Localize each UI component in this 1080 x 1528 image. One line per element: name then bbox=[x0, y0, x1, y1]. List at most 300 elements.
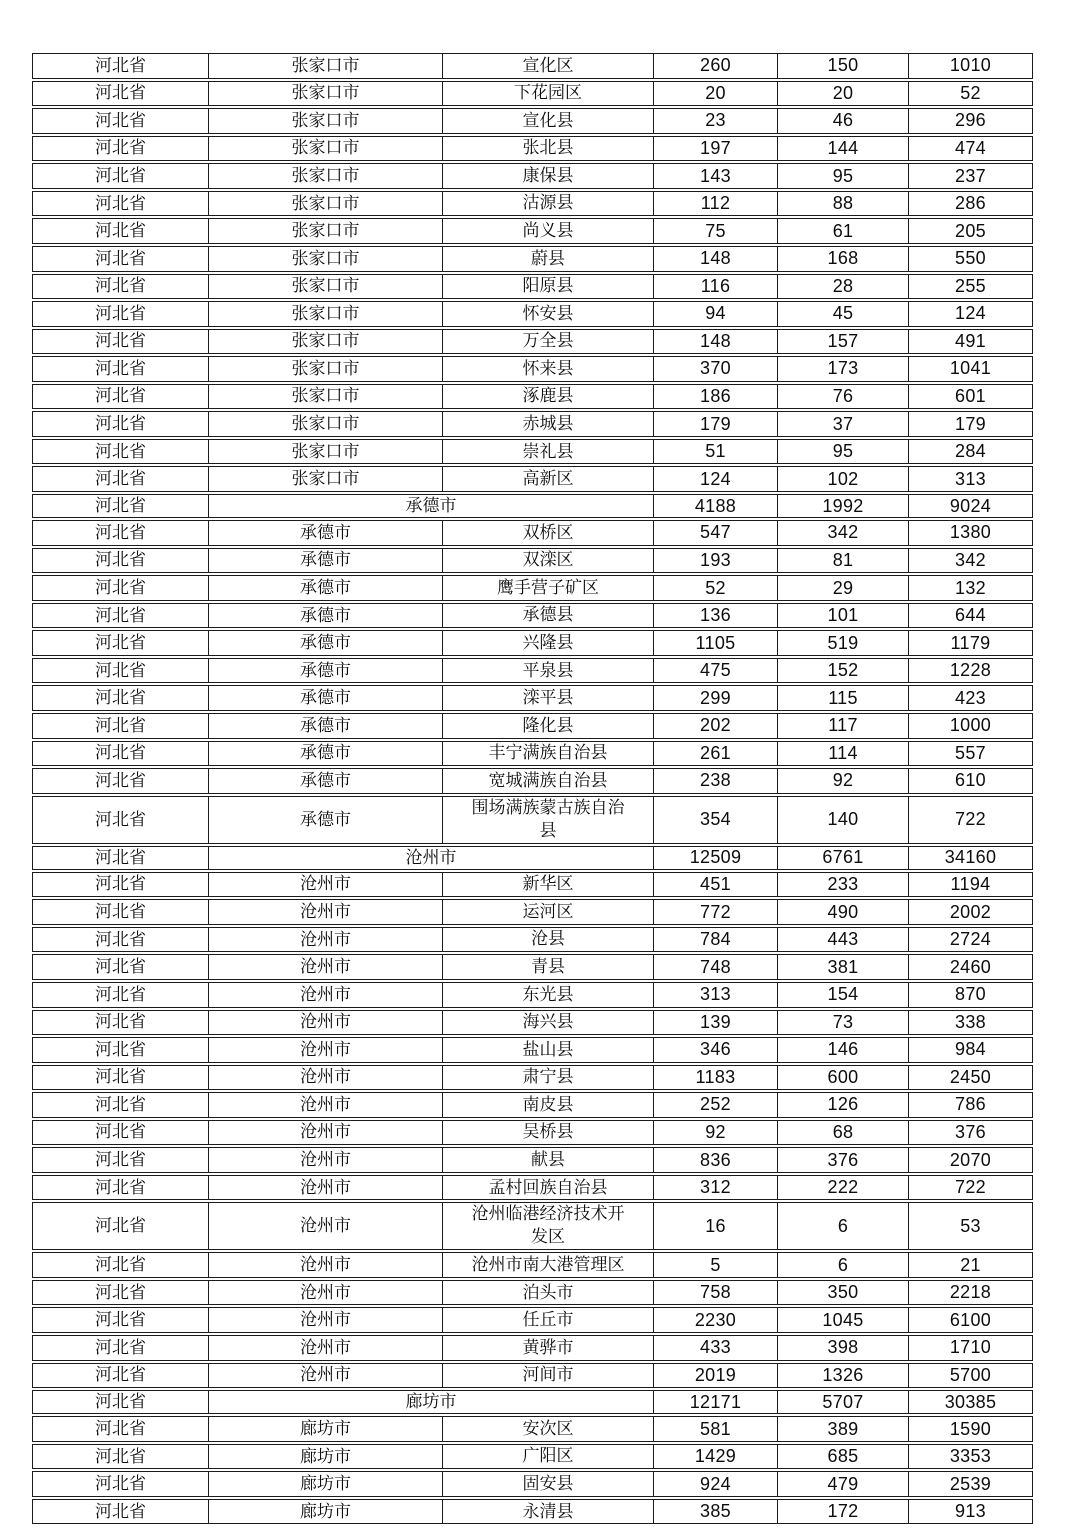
cell-city: 张家口市 bbox=[209, 218, 443, 244]
cell-city: 沧州市 bbox=[209, 954, 443, 980]
district-label: 沧州市南大港管理区 bbox=[471, 1254, 625, 1274]
cell-city-merged: 廊坊市 bbox=[209, 1390, 654, 1414]
table-row bbox=[32, 796, 1033, 844]
cell-district bbox=[443, 1280, 654, 1306]
district-label: 沽源县 bbox=[522, 193, 574, 213]
district-label: 青县 bbox=[531, 957, 565, 976]
cell-value-1: 197 bbox=[654, 136, 778, 162]
cell-city: 承德市 bbox=[209, 603, 443, 629]
cell-province: 河北省 bbox=[32, 1416, 209, 1442]
cell-province: 河北省 bbox=[32, 768, 209, 794]
cell-district bbox=[443, 1037, 654, 1063]
cell-value-1: 202 bbox=[654, 713, 778, 739]
table-row bbox=[32, 1202, 1033, 1250]
cell-value-2: 95 bbox=[778, 439, 909, 465]
cell-value-1: 924 bbox=[654, 1471, 778, 1497]
district-label: 固安县 bbox=[522, 1473, 574, 1493]
cell-province: 河北省 bbox=[32, 246, 209, 272]
cell-value-2: 1045 bbox=[778, 1307, 909, 1333]
cell-city: 沧州市 bbox=[209, 1335, 443, 1361]
district-label: 平泉县 bbox=[522, 660, 574, 680]
district-label: 沧州临港经济技术开发区 bbox=[471, 1204, 625, 1247]
cell-value-1: 451 bbox=[654, 872, 778, 898]
cell-value-2: 376 bbox=[778, 1147, 909, 1173]
cell-province: 河北省 bbox=[32, 982, 209, 1008]
table-row bbox=[32, 1252, 1033, 1278]
cell-district bbox=[443, 1335, 654, 1361]
table-row bbox=[32, 1471, 1033, 1497]
cell-province: 河北省 bbox=[32, 218, 209, 244]
cell-province: 河北省 bbox=[32, 301, 209, 327]
cell-value-1: 143 bbox=[654, 163, 778, 189]
cell-province: 河北省 bbox=[32, 384, 209, 410]
city-summary-row bbox=[32, 1390, 1033, 1414]
district-label: 赤城县 bbox=[522, 413, 574, 433]
district-label: 张北县 bbox=[522, 138, 574, 158]
table-row bbox=[32, 439, 1033, 465]
cell-city: 沧州市 bbox=[209, 1363, 443, 1389]
cell-province: 河北省 bbox=[32, 927, 209, 953]
cell-value-2: 101 bbox=[778, 603, 909, 629]
cell-value-3: 132 bbox=[909, 575, 1033, 601]
table-row bbox=[32, 630, 1033, 656]
cell-value-2: 76 bbox=[778, 384, 909, 410]
cell-value-2: 168 bbox=[778, 246, 909, 272]
cell-value-3: 913 bbox=[909, 1499, 1033, 1525]
statistics-table bbox=[32, 51, 1033, 1526]
table-row bbox=[32, 1307, 1033, 1333]
cell-province: 河北省 bbox=[32, 466, 209, 492]
cell-district bbox=[443, 191, 654, 217]
cell-province: 河北省 bbox=[32, 1252, 209, 1278]
cell-value-1: 346 bbox=[654, 1037, 778, 1063]
cell-value-2: 45 bbox=[778, 301, 909, 327]
cell-value-2: 46 bbox=[778, 108, 909, 134]
cell-district bbox=[443, 1065, 654, 1091]
cell-value-1: 299 bbox=[654, 685, 778, 711]
cell-value-1: 758 bbox=[654, 1280, 778, 1306]
cell-value-1: 116 bbox=[654, 274, 778, 300]
district-label: 永清县 bbox=[522, 1501, 574, 1521]
cell-province: 河北省 bbox=[32, 872, 209, 898]
cell-value-2: 6 bbox=[778, 1252, 909, 1278]
table-row bbox=[32, 411, 1033, 437]
cell-district bbox=[443, 796, 654, 844]
cell-province: 河北省 bbox=[32, 1120, 209, 1146]
cell-province: 河北省 bbox=[32, 439, 209, 465]
district-label: 兴隆县 bbox=[522, 632, 574, 652]
cell-value-2: 443 bbox=[778, 927, 909, 953]
district-label: 安次区 bbox=[522, 1418, 574, 1438]
table-row bbox=[32, 329, 1033, 355]
cell-value-2: 140 bbox=[778, 796, 909, 844]
cell-district bbox=[443, 329, 654, 355]
cell-district bbox=[443, 954, 654, 980]
cell-city: 张家口市 bbox=[209, 136, 443, 162]
document-page bbox=[32, 53, 1033, 1524]
district-label: 怀安县 bbox=[522, 303, 574, 323]
cell-district bbox=[443, 872, 654, 898]
cell-district bbox=[443, 1471, 654, 1497]
district-label: 河间市 bbox=[522, 1365, 574, 1385]
cell-value-2: 6761 bbox=[778, 846, 909, 870]
cell-province: 河北省 bbox=[32, 411, 209, 437]
cell-province: 河北省 bbox=[32, 520, 209, 546]
district-label: 崇礼县 bbox=[522, 441, 574, 461]
cell-district bbox=[443, 630, 654, 656]
cell-value-2: 61 bbox=[778, 218, 909, 244]
cell-value-3: 342 bbox=[909, 548, 1033, 574]
district-label: 宣化区 bbox=[522, 55, 574, 75]
cell-province: 河北省 bbox=[32, 81, 209, 107]
cell-district bbox=[443, 1147, 654, 1173]
cell-city: 张家口市 bbox=[209, 53, 443, 79]
cell-value-1: 313 bbox=[654, 982, 778, 1008]
cell-value-3: 2460 bbox=[909, 954, 1033, 980]
cell-city: 张家口市 bbox=[209, 274, 443, 300]
cell-value-1: 475 bbox=[654, 658, 778, 684]
cell-province: 河北省 bbox=[32, 53, 209, 79]
cell-city: 沧州市 bbox=[209, 1147, 443, 1173]
cell-province: 河北省 bbox=[32, 713, 209, 739]
cell-city: 承德市 bbox=[209, 685, 443, 711]
cell-value-1: 2019 bbox=[654, 1363, 778, 1389]
cell-city: 张家口市 bbox=[209, 466, 443, 492]
cell-value-3: 786 bbox=[909, 1092, 1033, 1118]
district-label: 隆化县 bbox=[522, 715, 574, 735]
cell-value-3: 3353 bbox=[909, 1444, 1033, 1470]
cell-city: 承德市 bbox=[209, 658, 443, 684]
cell-value-2: 342 bbox=[778, 520, 909, 546]
cell-district bbox=[443, 1363, 654, 1389]
district-label: 运河区 bbox=[522, 901, 574, 921]
cell-value-3: 2070 bbox=[909, 1147, 1033, 1173]
cell-value-2: 1992 bbox=[778, 494, 909, 518]
cell-district bbox=[443, 218, 654, 244]
cell-value-2: 519 bbox=[778, 630, 909, 656]
cell-value-2: 117 bbox=[778, 713, 909, 739]
table-row bbox=[32, 713, 1033, 739]
cell-value-3: 1179 bbox=[909, 630, 1033, 656]
cell-province: 河北省 bbox=[32, 1065, 209, 1091]
cell-value-3: 610 bbox=[909, 768, 1033, 794]
table-row bbox=[32, 658, 1033, 684]
cell-value-3: 52 bbox=[909, 81, 1033, 107]
cell-value-2: 490 bbox=[778, 899, 909, 925]
cell-value-2: 88 bbox=[778, 191, 909, 217]
table-row bbox=[32, 1280, 1033, 1306]
cell-value-1: 94 bbox=[654, 301, 778, 327]
table-row bbox=[32, 1499, 1033, 1525]
table-row bbox=[32, 53, 1033, 79]
district-label: 海兴县 bbox=[522, 1012, 574, 1032]
cell-value-3: 237 bbox=[909, 163, 1033, 189]
cell-city: 沧州市 bbox=[209, 1120, 443, 1146]
cell-value-1: 124 bbox=[654, 466, 778, 492]
cell-province: 河北省 bbox=[32, 846, 209, 870]
cell-value-3: 984 bbox=[909, 1037, 1033, 1063]
cell-district bbox=[443, 575, 654, 601]
cell-city: 张家口市 bbox=[209, 108, 443, 134]
cell-value-1: 16 bbox=[654, 1202, 778, 1250]
cell-value-3: 550 bbox=[909, 246, 1033, 272]
cell-value-1: 748 bbox=[654, 954, 778, 980]
cell-value-3: 1228 bbox=[909, 658, 1033, 684]
cell-value-3: 1010 bbox=[909, 53, 1033, 79]
cell-city: 沧州市 bbox=[209, 899, 443, 925]
cell-province: 河北省 bbox=[32, 1202, 209, 1250]
cell-value-3: 376 bbox=[909, 1120, 1033, 1146]
cell-value-3: 338 bbox=[909, 1010, 1033, 1036]
district-label: 蔚县 bbox=[531, 248, 565, 268]
cell-province: 河北省 bbox=[32, 685, 209, 711]
cell-city: 承德市 bbox=[209, 630, 443, 656]
cell-city: 沧州市 bbox=[209, 1202, 443, 1250]
cell-province: 河北省 bbox=[32, 1363, 209, 1389]
district-label: 双滦区 bbox=[522, 550, 574, 570]
district-label: 宣化县 bbox=[522, 110, 574, 130]
cell-province: 河北省 bbox=[32, 1147, 209, 1173]
cell-district bbox=[443, 1416, 654, 1442]
table-row bbox=[32, 768, 1033, 794]
cell-value-3: 1194 bbox=[909, 872, 1033, 898]
cell-district bbox=[443, 1120, 654, 1146]
cell-district bbox=[443, 1202, 654, 1250]
cell-province: 河北省 bbox=[32, 1175, 209, 1201]
cell-city: 张家口市 bbox=[209, 356, 443, 382]
cell-province: 河北省 bbox=[32, 274, 209, 300]
table-row bbox=[32, 1363, 1033, 1389]
cell-district bbox=[443, 1252, 654, 1278]
table-row bbox=[32, 741, 1033, 767]
cell-value-1: 1183 bbox=[654, 1065, 778, 1091]
cell-district bbox=[443, 713, 654, 739]
cell-city: 廊坊市 bbox=[209, 1499, 443, 1525]
cell-value-3: 286 bbox=[909, 191, 1033, 217]
cell-value-3: 2724 bbox=[909, 927, 1033, 953]
cell-value-1: 836 bbox=[654, 1147, 778, 1173]
cell-city: 承德市 bbox=[209, 548, 443, 574]
cell-value-2: 157 bbox=[778, 329, 909, 355]
cell-district bbox=[443, 136, 654, 162]
table-row bbox=[32, 1147, 1033, 1173]
cell-value-1: 112 bbox=[654, 191, 778, 217]
cell-city: 廊坊市 bbox=[209, 1416, 443, 1442]
table-row bbox=[32, 1444, 1033, 1470]
cell-province: 河北省 bbox=[32, 899, 209, 925]
cell-city: 张家口市 bbox=[209, 246, 443, 272]
cell-value-2: 102 bbox=[778, 466, 909, 492]
cell-value-3: 124 bbox=[909, 301, 1033, 327]
cell-value-2: 600 bbox=[778, 1065, 909, 1091]
cell-value-1: 2230 bbox=[654, 1307, 778, 1333]
cell-value-1: 238 bbox=[654, 768, 778, 794]
cell-district bbox=[443, 1499, 654, 1525]
cell-value-1: 261 bbox=[654, 741, 778, 767]
district-label: 万全县 bbox=[522, 331, 574, 351]
cell-city: 承德市 bbox=[209, 768, 443, 794]
cell-district bbox=[443, 163, 654, 189]
cell-value-3: 644 bbox=[909, 603, 1033, 629]
cell-city: 承德市 bbox=[209, 575, 443, 601]
cell-value-3: 30385 bbox=[909, 1390, 1033, 1414]
cell-province: 河北省 bbox=[32, 1444, 209, 1470]
cell-value-2: 398 bbox=[778, 1335, 909, 1361]
cell-value-3: 6100 bbox=[909, 1307, 1033, 1333]
cell-value-1: 193 bbox=[654, 548, 778, 574]
cell-district bbox=[443, 356, 654, 382]
cell-value-2: 173 bbox=[778, 356, 909, 382]
cell-value-2: 146 bbox=[778, 1037, 909, 1063]
cell-district bbox=[443, 741, 654, 767]
cell-city-merged: 沧州市 bbox=[209, 846, 654, 870]
district-label: 广阳区 bbox=[522, 1446, 574, 1466]
cell-city: 廊坊市 bbox=[209, 1471, 443, 1497]
cell-province: 河北省 bbox=[32, 329, 209, 355]
district-label: 承德县 bbox=[522, 605, 574, 625]
cell-city: 沧州市 bbox=[209, 927, 443, 953]
cell-city: 沧州市 bbox=[209, 1037, 443, 1063]
cell-province: 河北省 bbox=[32, 1335, 209, 1361]
cell-value-2: 152 bbox=[778, 658, 909, 684]
table-row bbox=[32, 1065, 1033, 1091]
district-label: 围场满族蒙古族自治县 bbox=[471, 797, 625, 840]
table-row bbox=[32, 520, 1033, 546]
cell-province: 河北省 bbox=[32, 1390, 209, 1414]
cell-district bbox=[443, 411, 654, 437]
cell-value-2: 154 bbox=[778, 982, 909, 1008]
table-row bbox=[32, 1037, 1033, 1063]
cell-district bbox=[443, 108, 654, 134]
district-label: 献县 bbox=[531, 1149, 565, 1169]
cell-value-2: 73 bbox=[778, 1010, 909, 1036]
cell-district bbox=[443, 81, 654, 107]
cell-value-1: 312 bbox=[654, 1175, 778, 1201]
cell-value-1: 12509 bbox=[654, 846, 778, 870]
cell-province: 河北省 bbox=[32, 796, 209, 844]
cell-value-3: 557 bbox=[909, 741, 1033, 767]
cell-district bbox=[443, 1010, 654, 1036]
cell-value-3: 205 bbox=[909, 218, 1033, 244]
cell-value-1: 5 bbox=[654, 1252, 778, 1278]
cell-value-2: 37 bbox=[778, 411, 909, 437]
cell-province: 河北省 bbox=[32, 1037, 209, 1063]
cell-province: 河北省 bbox=[32, 575, 209, 601]
cell-district bbox=[443, 1444, 654, 1470]
cell-value-2: 150 bbox=[778, 53, 909, 79]
table-row bbox=[32, 384, 1033, 410]
district-label: 丰宁满族自治县 bbox=[488, 743, 608, 763]
table-row bbox=[32, 466, 1033, 492]
cell-province: 河北省 bbox=[32, 191, 209, 217]
table-row bbox=[32, 1092, 1033, 1118]
cell-value-1: 1105 bbox=[654, 630, 778, 656]
cell-value-2: 92 bbox=[778, 768, 909, 794]
cell-value-3: 722 bbox=[909, 1175, 1033, 1201]
cell-city: 沧州市 bbox=[209, 1175, 443, 1201]
cell-value-1: 4188 bbox=[654, 494, 778, 518]
cell-value-3: 313 bbox=[909, 466, 1033, 492]
table-row bbox=[32, 108, 1033, 134]
cell-province: 河北省 bbox=[32, 603, 209, 629]
cell-city: 沧州市 bbox=[209, 1252, 443, 1278]
district-label: 涿鹿县 bbox=[522, 386, 574, 406]
cell-city: 张家口市 bbox=[209, 384, 443, 410]
cell-value-1: 51 bbox=[654, 439, 778, 465]
district-label: 盐山县 bbox=[522, 1039, 574, 1059]
cell-value-3: 5700 bbox=[909, 1363, 1033, 1389]
cell-value-1: 148 bbox=[654, 329, 778, 355]
district-label: 东光县 bbox=[522, 984, 574, 1004]
cell-district bbox=[443, 603, 654, 629]
city-summary-row bbox=[32, 846, 1033, 870]
district-label: 任丘市 bbox=[522, 1310, 574, 1330]
cell-province: 河北省 bbox=[32, 658, 209, 684]
cell-province: 河北省 bbox=[32, 1307, 209, 1333]
cell-value-3: 296 bbox=[909, 108, 1033, 134]
cell-value-1: 23 bbox=[654, 108, 778, 134]
cell-district bbox=[443, 899, 654, 925]
cell-city: 沧州市 bbox=[209, 982, 443, 1008]
district-label: 鹰手营子矿区 bbox=[497, 577, 599, 597]
cell-value-3: 2450 bbox=[909, 1065, 1033, 1091]
cell-value-1: 772 bbox=[654, 899, 778, 925]
district-label: 黄骅市 bbox=[522, 1337, 574, 1357]
cell-value-1: 52 bbox=[654, 575, 778, 601]
table-row bbox=[32, 685, 1033, 711]
cell-value-1: 370 bbox=[654, 356, 778, 382]
cell-province: 河北省 bbox=[32, 954, 209, 980]
cell-value-3: 870 bbox=[909, 982, 1033, 1008]
cell-value-2: 222 bbox=[778, 1175, 909, 1201]
cell-value-3: 284 bbox=[909, 439, 1033, 465]
cell-value-2: 115 bbox=[778, 685, 909, 711]
cell-city: 张家口市 bbox=[209, 411, 443, 437]
cell-value-3: 423 bbox=[909, 685, 1033, 711]
cell-value-1: 433 bbox=[654, 1335, 778, 1361]
table-row bbox=[32, 927, 1033, 953]
district-label: 沧县 bbox=[531, 929, 565, 949]
district-label: 尚义县 bbox=[522, 221, 574, 240]
cell-value-1: 139 bbox=[654, 1010, 778, 1036]
table-row bbox=[32, 1175, 1033, 1201]
cell-value-1: 581 bbox=[654, 1416, 778, 1442]
cell-value-2: 381 bbox=[778, 954, 909, 980]
cell-city: 张家口市 bbox=[209, 81, 443, 107]
table-row bbox=[32, 191, 1033, 217]
cell-value-3: 1590 bbox=[909, 1416, 1033, 1442]
cell-value-1: 1429 bbox=[654, 1444, 778, 1470]
cell-value-1: 354 bbox=[654, 796, 778, 844]
cell-province: 河北省 bbox=[32, 494, 209, 518]
cell-value-1: 385 bbox=[654, 1499, 778, 1525]
cell-value-3: 2218 bbox=[909, 1280, 1033, 1306]
table-row bbox=[32, 218, 1033, 244]
table-row bbox=[32, 274, 1033, 300]
cell-city: 沧州市 bbox=[209, 1092, 443, 1118]
cell-value-2: 20 bbox=[778, 81, 909, 107]
cell-district bbox=[443, 301, 654, 327]
cell-value-2: 28 bbox=[778, 274, 909, 300]
cell-value-2: 5707 bbox=[778, 1390, 909, 1414]
cell-value-2: 350 bbox=[778, 1280, 909, 1306]
district-label: 南皮县 bbox=[522, 1094, 574, 1114]
cell-value-2: 126 bbox=[778, 1092, 909, 1118]
cell-value-3: 1710 bbox=[909, 1335, 1033, 1361]
cell-province: 河北省 bbox=[32, 630, 209, 656]
cell-city: 张家口市 bbox=[209, 301, 443, 327]
cell-value-1: 186 bbox=[654, 384, 778, 410]
